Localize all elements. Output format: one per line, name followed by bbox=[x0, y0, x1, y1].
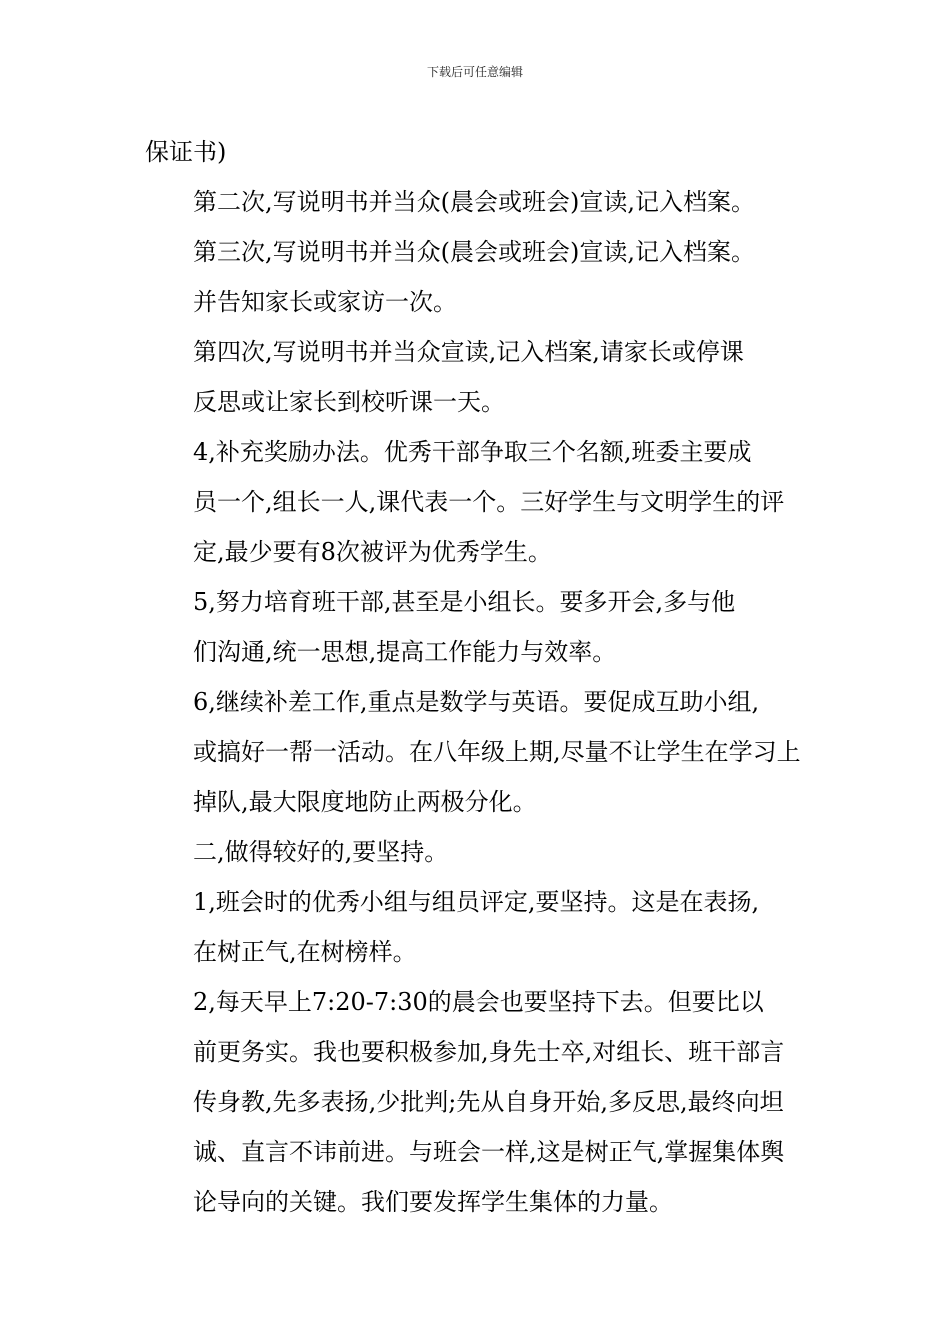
text-line: 论导向的关键。我们要发挥学生集体的力量。 bbox=[193, 1188, 673, 1216]
text-line: 们沟通,统一思想,提高工作能力与效率。 bbox=[193, 638, 617, 666]
paragraph bbox=[145, 177, 825, 227]
text-line: 或搞好一帮一活动。在八年级上期,尽量不让学生在学习上 bbox=[193, 738, 801, 766]
paragraph bbox=[145, 977, 825, 1227]
paragraph bbox=[145, 327, 825, 427]
paragraph bbox=[145, 577, 825, 677]
text-line: 1,班会时的优秀小组与组员评定,要坚持。这是在表扬, bbox=[193, 888, 760, 916]
text-line: 反思或让家长到校听课一天。 bbox=[193, 388, 505, 416]
page-header: 下载后可任意编辑 bbox=[426, 65, 523, 79]
text-line: 第四次,写说明书并当众宣读,记入档案,请家长或停课 bbox=[193, 338, 744, 366]
text-line: 定,最少要有8次被评为优秀学生。 bbox=[193, 538, 552, 566]
text-line: 在树正气,在树榜样。 bbox=[193, 938, 417, 966]
text-line: 保证书) bbox=[145, 138, 227, 166]
paragraph bbox=[145, 227, 825, 327]
text-line: 第三次,写说明书并当众(晨会或班会)宣读,记入档案。 bbox=[193, 238, 755, 266]
text-line: 二,做得较好的,要坚持。 bbox=[193, 838, 449, 866]
text-line: 第二次,写说明书并当众(晨会或班会)宣读,记入档案。 bbox=[193, 188, 755, 216]
text-line: 掉队,最大限度地防止两极分化。 bbox=[193, 788, 537, 816]
paragraph bbox=[145, 877, 825, 977]
document-body bbox=[145, 127, 825, 1227]
text-line: 传身教,先多表扬,少批判;先从自身开始,多反思,最终向坦 bbox=[193, 1088, 784, 1116]
text-line: 员一个,组长一人,课代表一个。三好学生与文明学生的评 bbox=[193, 488, 785, 516]
text-line: 4,补充奖励办法。优秀干部争取三个名额,班委主要成 bbox=[193, 438, 752, 466]
text-line: 并告知家长或家访一次。 bbox=[193, 288, 457, 316]
text-line: 前更务实。我也要积极参加,身先士卒,对组长、班干部言 bbox=[193, 1038, 785, 1066]
text-line: 2,每天早上7:20-7:30的晨会也要坚持下去。但要比以 bbox=[193, 988, 764, 1016]
text-line: 5,努力培育班干部,甚至是小组长。要多开会,多与他 bbox=[193, 588, 736, 616]
paragraph bbox=[145, 427, 825, 577]
paragraph bbox=[145, 827, 825, 877]
paragraph bbox=[145, 677, 825, 827]
paragraph bbox=[145, 127, 825, 177]
text-line: 诚、直言不讳前进。与班会一样,这是树正气,掌握集体舆 bbox=[193, 1138, 785, 1166]
text-line: 6,继续补差工作,重点是数学与英语。要促成互助小组, bbox=[193, 688, 760, 716]
